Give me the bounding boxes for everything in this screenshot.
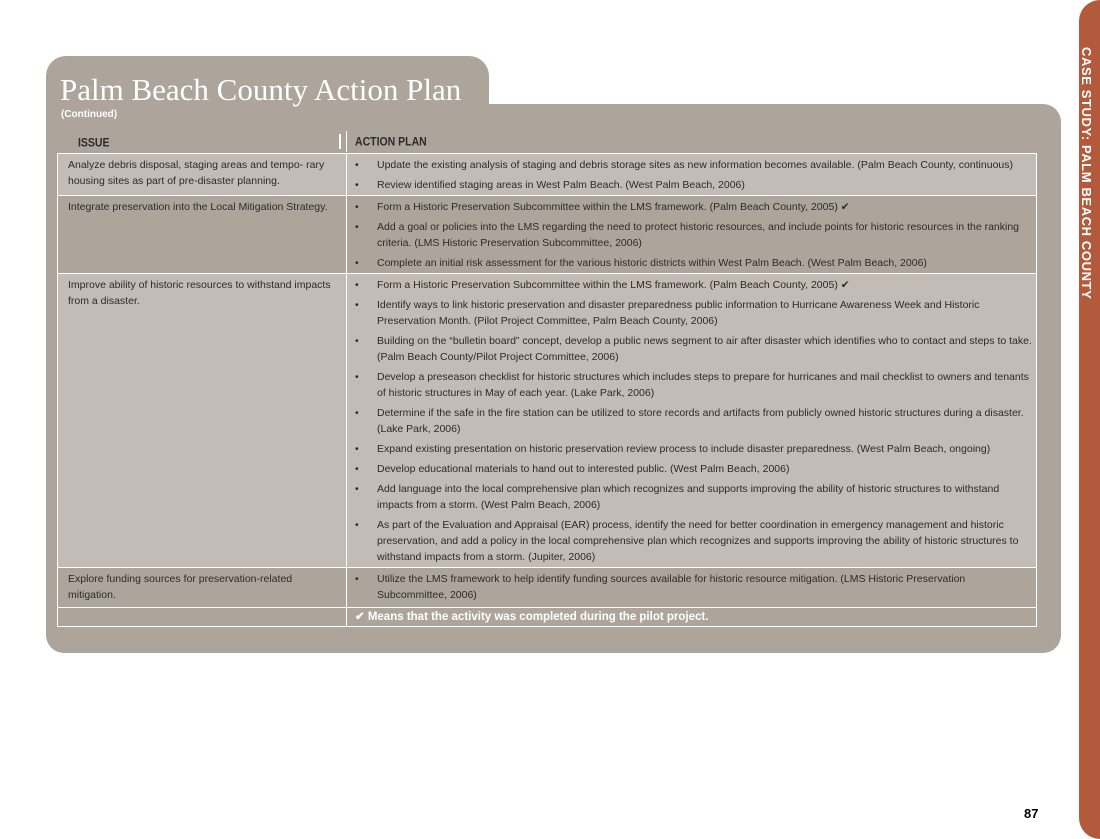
table-row: [57, 567, 1037, 608]
column-divider: [339, 134, 341, 149]
table-row: [57, 153, 1037, 196]
action-item: • Develop a preseason checklist for historic structures which includes steps to prepare for hurricanes and mail checklist to owners and tenants of historic structures in May of each year. (Lake Park, 2006): [355, 371, 1029, 399]
action-item: • Determine if the safe in the fire station can be utilized to store records and artifacts from publicly owned historic structures during a disaster. (Lake Park, 2006): [355, 407, 1024, 435]
side-label: CASE STUDY: PALM BEACH COUNTY: [1079, 47, 1094, 300]
issue-column-header: ISSUE: [78, 136, 110, 150]
table-row: [57, 273, 1037, 568]
page-number: 87: [1024, 806, 1039, 821]
table-row: [57, 195, 1037, 274]
action-item: • As part of the Evaluation and Appraisal (EAR) process, identify the need for better coordination in emergency management and historic preservation, and add a policy in the local comprehensive plan which recognizes and supports improving the ability of historic structures to withstand impacts from a storm. (Jupiter, 2006): [355, 519, 1019, 563]
action-plan-column-header: ACTION PLAN: [346, 131, 427, 152]
action-cell: [346, 154, 1036, 195]
action-cell: [346, 568, 1036, 607]
action-plan-table: [57, 154, 1037, 627]
footnote: ✔ Means that the activity was completed during the pilot project.: [346, 608, 1036, 626]
action-item: • Review identified staging areas in West Palm Beach. (West Palm Beach, 2006): [355, 179, 745, 191]
action-item: • Add language into the local comprehensive plan which recognizes and supports improving the ability of historic structures to withstand impacts from a storm. (West Palm Beach, 2006): [355, 483, 1000, 511]
action-item: • Complete an initial risk assessment for the various historic districts within West Palm Beach. (West Palm Beach, 2006): [355, 257, 927, 269]
page-subtitle: (Continued): [61, 109, 118, 120]
action-item: • Develop educational materials to hand out to interested public. (West Palm Beach, 2006): [355, 463, 790, 475]
action-item: • Identify ways to link historic preservation and disaster preparedness public information to Hurricane Awareness Week and Historic Preservation Month. (Pilot Project Committee, Palm Beach County, 2006): [355, 299, 980, 327]
action-item: • Update the existing analysis of staging and debris storage sites as new information becomes available. (Palm Beach County, continuous): [355, 159, 1013, 171]
issue-cell: Explore funding sources for preservation-related mitigation.: [68, 573, 293, 601]
action-item: • Add a goal or policies into the LMS regarding the need to protect historic resources, and include points for historic resources in the ranking criteria. (LMS Historic Preservation Subcommittee, 2006): [355, 221, 1020, 249]
footnote-row: [57, 607, 1037, 627]
action-item: • Building on the “bulletin board” concept, develop a public news segment to air after disaster which identifies who to contact and steps to take. (Palm Beach County/Pilot Project Committee, 2006): [355, 335, 1032, 363]
issue-cell: Integrate preservation into the Local Mitigation Strategy.: [68, 201, 328, 213]
action-item: • Expand existing presentation on historic preservation review process to include disaster preparedness. (West Palm Beach, ongoing): [355, 443, 991, 455]
action-item: • Utilize the LMS framework to help identify funding sources available for historic resource mitigation. (LMS Historic Preservation Subcommittee, 2006): [355, 573, 966, 601]
action-item: • Form a Historic Preservation Subcommittee within the LMS framework. (Palm Beach County, 2005) ✔: [355, 201, 850, 213]
action-item: • Form a Historic Preservation Subcommittee within the LMS framework. (Palm Beach County, 2005) ✔: [355, 279, 850, 291]
action-cell: [346, 274, 1036, 567]
issue-cell: Improve ability of historic resources to withstand impacts from a disaster.: [68, 279, 331, 307]
footnote-spacer: [58, 608, 346, 626]
page-title: Palm Beach County Action Plan: [60, 72, 462, 107]
issue-cell: Analyze debris disposal, staging areas and tempo- rary housing sites as part of pre-disaster planning.: [68, 159, 325, 187]
action-cell: [346, 196, 1036, 273]
